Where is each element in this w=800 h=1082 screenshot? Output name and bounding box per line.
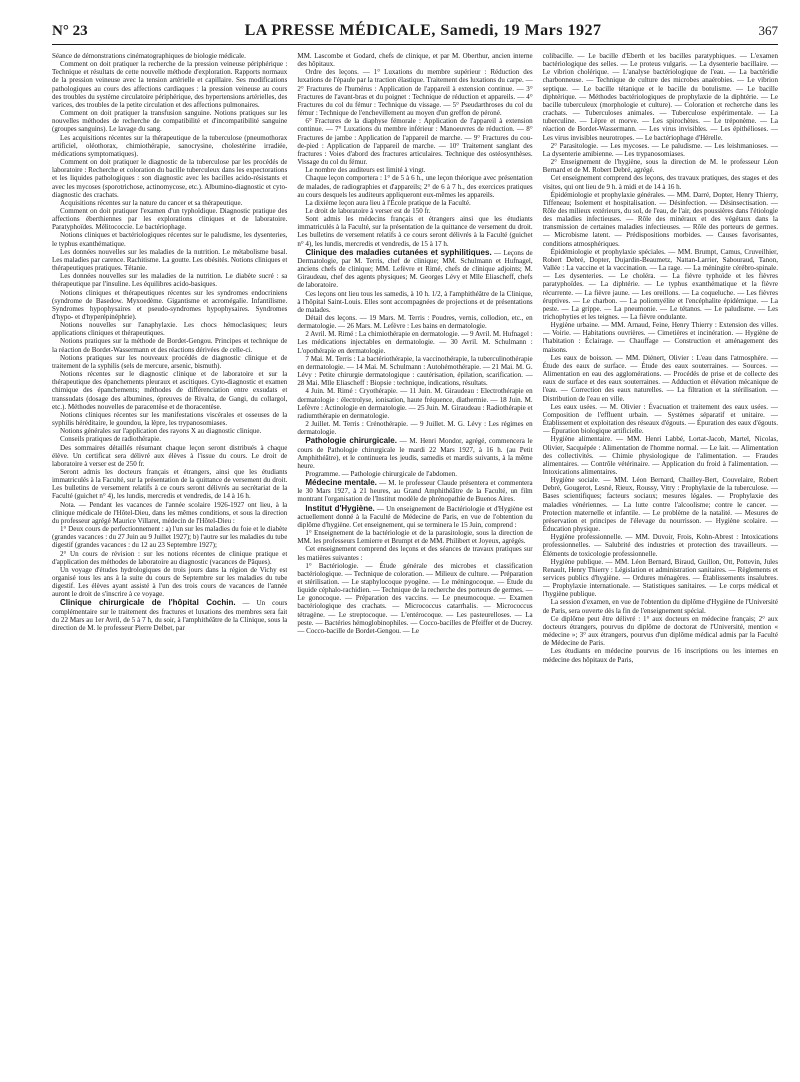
section-heading: Institut d'Hygiène. <box>305 503 375 513</box>
paragraph-text: — Un enseignement de Bactériologie et d'Hygiène est actuellement donné à la Faculté de Médecine de Paris, en vue de l'obtention du diplôme d'hygiène. Cet enseignement, qui se terminera le 15 Juin, comprend : <box>297 504 533 529</box>
page-header <box>52 22 778 45</box>
paragraph <box>52 566 287 599</box>
paragraph <box>52 444 287 468</box>
paragraph <box>297 290 532 314</box>
column-left <box>52 52 287 1070</box>
paragraph-text: Les étudiants en médecine pourvus de 16 inscriptions ou les internes en médecine des hôpitaux de Paris, <box>542 647 778 664</box>
paragraph-text: Comment on doit pratiquer l'examen d'un typhoïdique. Diagnostic pratique des affections éberthiennes par les explorations cliniques et de laboratoire. Paratyphoïdes. Mélitococcie. Le bactériophage. <box>52 206 288 232</box>
paragraph <box>543 435 778 476</box>
paragraph <box>297 529 532 545</box>
section-paragraph <box>297 504 532 529</box>
text-columns <box>52 52 778 1070</box>
paragraph-text: Comment on doit pratiquer la transfusion sanguine. Notions pratiques sur les nouvelles méthodes de recherche de compatibilité et d'incompatibilité sanguine (groupes sanguins). Le lavage du sang. <box>52 109 288 134</box>
paragraph-text: 2° Enseignement de l'hygiène, sous la direction de M. le professeur Léon Bernard et de M. Robert Debré, agrégé. <box>542 158 778 175</box>
paragraph-text: — M. le professeur Claude présentera et commentera le 30 Mars 1927, à 21 heures, au Grand Amphithéâtre de la Faculté, un film montrant l'organisation de l'Institut modèle de phrénopathie de Buenos Aires. <box>297 479 533 504</box>
section-paragraph <box>297 478 532 503</box>
paragraph <box>52 134 287 158</box>
paragraph-text: Les données nouvelles sur les maladies de la nutrition. Le métabolisme basal. Les maladies par carence. Rachitisme. La goutte. Les obésités. Notions cliniques et thérapeutiques pratiques. Tétanie. <box>52 247 288 273</box>
paragraph <box>297 545 532 561</box>
paragraph-text: Notions pratiques sur la méthode de Bordet-Gengou. Principes et technique de la réaction de Bordet-Wassermann et des réactions dérivées de celle-ci. <box>52 337 288 354</box>
paragraph <box>52 354 287 370</box>
section-heading: Clinique chirurgicale de l'hôpital Cochin. <box>60 598 236 608</box>
paragraph-text: Les données nouvelles sur les maladies de la nutrition. Le diabète sucré : sa thérapeutique par l'insuline. Les équilibres acido-basiques. <box>52 272 288 289</box>
section-heading: Pathologie chirurgicale. <box>305 436 397 446</box>
paragraph <box>52 231 287 247</box>
paragraph <box>543 158 778 174</box>
column-right <box>543 52 778 1070</box>
paragraph <box>297 68 532 117</box>
paragraph <box>52 411 287 427</box>
paragraph <box>297 117 532 166</box>
paragraph <box>52 158 287 199</box>
paragraph <box>297 166 532 174</box>
paragraph-text: 4 Juin. M. Rimé : Cryothérapie. — 11 Juin. M. Giraudeau : Electrothérapie en dermatologie : électrolyse, ionisation, haute fréquence, diathermie. — 18 Juin. M. Lefèvre : Actinologie en dermatologie. — 25 Juin. M. Giraudeau : Radiothérapie et radiumthérapie en dermatologie. <box>297 387 533 420</box>
section-paragraph <box>52 598 287 632</box>
page-number: 367 <box>758 23 778 38</box>
paragraph <box>543 533 778 557</box>
paragraph-text: Un voyage d'études hydrologiques de trois jours dans la région de Vichy est organisé tous les ans à la suite du cours de Septembre sur les maladies du tube digestif. Les élèves ayant assisté à l'un des trois cours de vacances de l'année auront le droit de s'inscrire à ce voyage. <box>52 565 288 599</box>
paragraph-text: 2 Avril. M. Rimé : La chimiothérapie en dermatologie. — 9 Avril. M. Hufnagel : Les médications injectables en dermatologie. — 30 Avril. M. Schulmann : L'opothérapie en dermatologie. <box>297 330 533 355</box>
paragraph <box>543 52 778 142</box>
paragraph <box>52 550 287 566</box>
paragraph <box>297 387 532 420</box>
paragraph <box>52 248 287 272</box>
paragraph <box>52 289 287 322</box>
paragraph <box>297 174 532 198</box>
paragraph-text: 1° Bactériologie. — Étude générale des microbes et classification bactériologique. — Technique de coloration. — Milieux de culture. — Préparation et stérilisation. — Le staphylocoque pyogène. — Le méningocoque. — Étude du liquide céphalo-rachidien. — Technique de la recherche des porteurs de germes. — Le gonocoque. — Préparation des vaccins. — Le pneumocoque. — Examen bactériologique des crachats. — Micrococcus catarrhalis. — Micrococcus tétragène. — Le streptocoque. — L'entérocoque. — Les pasteurelloses. — La peste. — Bactéries hémoglobinophiles. — Cocco-bacilles de Pfeiffer et de Ducrey. — Cocco-bacille de Bordet-Gengou. — Le <box>297 561 533 635</box>
paragraph <box>543 321 778 354</box>
paragraph <box>297 215 532 248</box>
section-paragraph <box>297 436 532 470</box>
paragraph <box>543 174 778 190</box>
paragraph-text: La session d'examen, en vue de l'obtention du diplôme d'Hygiène de l'Université de Paris, sera ouverte dès la fin de l'enseignement spécial. <box>542 598 778 615</box>
paragraph <box>52 60 287 109</box>
paragraph-text: Les eaux de boisson. — MM. Diénert, Olivier : L'eau dans l'atmosphère. — Étude des eaux de surface. — Étude des eaux souterraines. — Sources. — Alimentation en eau des agglomérations. — Procédés de prise et de collecte des eaux de surface et des eaux souterraines. — Adduction et élévation mécanique de l'eau. — Correction des eaux naturelles. — La filtration et la stérilisation. — Distribution de l'eau en ville. <box>542 353 778 403</box>
paragraph-text: 6° Fractures de la diaphyse fémorale : Application de l'appareil à extension continue. — 7° Luxations du membre inférieur : Manoeuvres de réduction. — 8° Fractures de jambe : Application de l'appareil de marche. — 9° Fractures du cou-de-pied : Application de l'appareil de marche. — 10° Traitement sanglant des fractures : Voies d'abord des fractures articulaires. Technique des ostéosynthèses. Vissage du col du fémur. <box>297 117 533 167</box>
paragraph <box>297 207 532 215</box>
paragraph-text: Notions cliniques et thérapeutiques récentes sur les syndromes endocriniens (syndrome de Basedow. Myxoedème. Gigantisme et acromégalie. Infantilisme. Syndromes hypophysaires et pseudo-syndromes hypophysaires. Syndromes d'hypo- et d'hyperépinéphrie). <box>52 288 288 321</box>
paragraph <box>52 321 287 337</box>
paragraph-text: Cet enseignement comprend des leçons, des travaux pratiques, des stages et des visites, qui ont lieu de 9 h. à midi et de 14 à 16 h. <box>542 174 778 191</box>
paragraph-text: — Leçons de Dermatologie, par M. Terris, chef de clinique; MM. Schulmann et Hufnagel, anciens chefs de clinique; MM. Lefèvre et Rimé, chefs de clinique adjoints; M. Giraudeau, chef des agents physiques; M. Georges Lévy et Mlle Eliascheff, chefs de laboratoire. <box>297 248 533 290</box>
paragraph-text: Programme. — Pathologie chirurgicale de l'abdomen. <box>305 469 457 478</box>
paragraph-text: Acquisitions récentes sur la nature du cancer et sa thérapeutique. <box>60 198 243 207</box>
paragraph-text: Hygiène publique. — MM. Léon Bernard, Biraud, Guillon, Ott, Pottevin, Jules Renault, Henry Thierry : Législation et administration sanitaires. — Règlements et services publics d'hygiène. — Ordures ménagères. — Établissements insalubres. — Prophylaxie internationale. — Statistiques sanitaires. — Le corps médical et l'hygiène publique. <box>542 557 778 599</box>
paragraph <box>297 314 532 330</box>
paragraph-text: 2 Juillet. M. Terris : Crénothérapie. — 9 Juillet. M. G. Lévy : Les régimes en dermatologie. <box>297 420 533 437</box>
paragraph <box>52 525 287 549</box>
paragraph-text: Le nombre des auditeurs est limité à vingt. <box>305 166 426 175</box>
paragraph-text: 1° Enseignement de la bactériologie et de la parasitologie, sous la direction de MM. les professeurs Lemierre et Brumpt et de MM. Philibert et Joyeux, agrégés. <box>297 529 533 546</box>
paragraph-text: Séance de démonstrations cinématographiques de biologie médicale. <box>52 52 246 60</box>
paragraph-text: Hygiène alimentaire. — MM. Henri Labbé, Lortat-Jacob, Martel, Nicolas, Olivier, Sacquépée : Alimentation de l'homme normal. — Le lait. — Alimentation des collectivités. — Chimie physiologique de l'alimentation. — Fraudes alimentaires. — Contrôle vétérinaire. — Application du froid à l'alimentation. — Intoxications alimentaires. <box>542 435 778 476</box>
paragraph-text: Nota. — Pendant les vacances de l'année scolaire 1926-1927 ont lieu, à la clinique médicale de l'Hôtel-Dieu, dans les mêmes conditions, et sous la direction du professeur agrégé Maurice Villaret, médecin de l'Hôtel-Dieu : <box>52 500 288 525</box>
paragraph-text: Hygiène professionnelle. — MM. Duvoir, Frois, Kohn-Abrest : Intoxications professionnelles. — Salubrité des industries et protection des travailleurs. — Éléments de toxicologie professionnelle. <box>542 533 778 558</box>
paragraph-text: 2° Un cours de révision : sur les notions récentes de clinique pratique et d'application des méthodes de laboratoire au diagnostic (vacances de Pâques). <box>52 549 288 566</box>
paragraph <box>297 470 532 478</box>
paragraph <box>297 199 532 207</box>
paragraph <box>543 142 778 158</box>
paragraph <box>52 199 287 207</box>
paragraph-text: Hygiène sociale. — MM. Léon Bernard, Chailley-Bert, Couvelaire, Robert Debré, Gougerot, Lesné, Rieux, Roussy, Vitry : Prophylaxie de la tuberculose. — Bases scientifiques; facteurs sociaux; mesures légales. — Prophylaxie des maladies vénériennes. — La lutte contre l'alcoolisme; contre le cancer. — Protection maternelle et infantile. — Le problème de la natalité. — Mesures de préservation et principes de l'élevage du nourrisson. — Hygiène scolaire. — Éducation physique. <box>542 476 778 534</box>
paragraph <box>297 420 532 436</box>
paragraph-text: Cet enseignement comprend des leçons et des séances de travaux pratiques sur les matières suivantes : <box>297 545 533 562</box>
paragraph <box>543 403 778 436</box>
paragraph-text: — M. Henri Mondor, agrégé, commencera le cours de Pathologie chirurgicale le mardi 22 Mars 1927, à 16 h. (au Petit Amphithéâtre), et le continuera les jeudis, samedis et mardis suivants, à la même heure. <box>297 437 533 470</box>
paragraph-text: Notions générales sur l'application des rayons X au diagnostic clinique. <box>60 427 262 436</box>
paragraph <box>52 52 287 60</box>
paragraph-text: Comment on doit pratiquer le diagnostic de la tuberculose par les procédés de laboratoire : Recherche et coloration du bacille tuberculeux dans les expectorations et les liquides pathologiques : son diagnostic avec les bacilles acido-résistants et avec les mycoses (sporotrichose, actinomycose, etc.). Albumino-diagnostic et cyto-diagnostic des crachats. <box>52 158 288 199</box>
paragraph-text: Notions pratiques sur les nouveaux procédés de diagnostic clinique et de traitement de la syphilis (sels de mercure, arsenic, bismuth). <box>52 353 288 370</box>
paragraph <box>297 562 532 635</box>
paragraph-text: Le droit de laboratoire à verser est de 150 fr. <box>305 206 431 215</box>
column-middle <box>297 52 532 1070</box>
paragraph-text: Hygiène urbaine. — MM. Arnaud, Feine, Henry Thierry : Extension des villes. — Voirie. — Habitations ouvrières. — Cimetières et incinération. — Hygiène de l'habitation : Éclairage. — Chauffage — Construction et aménagement des maisons. <box>542 321 778 354</box>
paragraph <box>297 355 532 388</box>
paragraph <box>297 52 532 68</box>
paragraph <box>52 337 287 353</box>
paragraph-text: Ces leçons ont lieu tous les samedis, à 10 h. 1/2, à l'amphithéâtre de la Clinique, à l'hôpital Saint-Louis. Elles sont accompagnées de projections et de présentations de malades. <box>297 289 533 314</box>
paragraph-text: 7 Mai. M. Terris : La bactériothérapie, la vaccinothérapie, la tuberculinothérapie en dermatologie. — 14 Mai. M. Schulmann : Autohémothérapie. — 21 Mai. M. G. Lévy : Petite chirurgie dermatologique : cautérisation, épilation, scarification. — 28 Mai. Mlle Eliascheff : Biopsie : technique, indications, résultats. <box>297 354 533 388</box>
paragraph <box>543 191 778 248</box>
paragraph <box>52 109 287 133</box>
paragraph-text: 2° Parasitologie. — Les mycoses. — Le paludisme. — Les leishmanioses. — La dysenterie amibienne. — Les trypanosomiases. <box>542 141 778 158</box>
paragraph-text: Conseils pratiques de radiothérapie. <box>60 435 161 444</box>
paragraph-text: Seront admis les docteurs français et étrangers, ainsi que les étudiants immatriculés à la Faculté, sur la présentation de la quittance de versement du droit. Les bulletins de versement relatifs à ce cours seront délivrés au secrétariat de la Faculté (guichet n° 4), les lundis, mercredis et vendredis, de 14 à 16 h. <box>52 467 288 501</box>
paragraph <box>52 207 287 231</box>
paragraph <box>52 427 287 435</box>
paragraph <box>543 647 778 663</box>
paragraph-text: Chaque leçon comportera : 1° de 5 à 6 h., une leçon théorique avec présentation de malades, de radiographies et d'appareils; 2° de 6 à 7 h., des exercices pratiques au cours desquels les auditeurs appliqueront eux-mêmes les appareils. <box>297 174 533 199</box>
paragraph <box>52 501 287 525</box>
paragraph-text: MM. Lascombe et Godard, chefs de clinique, et par M. Oberthur, ancien interne des hôpitaux. <box>297 52 533 69</box>
paragraph <box>52 370 287 411</box>
paragraph-text: Détail des leçons. — 19 Mars. M. Terris : Poudres, vernis, collodion, etc., en dermatologie. — 26 Mars. M. Lefèvre : Les bains en dermatologie. <box>297 314 533 331</box>
paragraph-text: La dixième leçon aura lieu à l'École pratique de la Faculté. <box>305 198 471 207</box>
paragraph-text: 1° Deux cours de perfectionnement : a) l'un sur les maladies du foie et le diabète (grandes vacances : du 27 Juin au 9 Juillet 1927); b) l'autre sur les maladies du tube digestif (grandes vacances : du 12 au 23 Septembre 1927); <box>52 525 288 550</box>
paragraph-text: Des sommaires détaillés résumant chaque leçon seront distribués à chaque élève. Un certificat sera délivré aux élèves à l'issue du cours. Le droit de laboratoire à verser est de 250 fr. <box>52 443 288 468</box>
newspaper-title: LA PRESSE MÉDICALE, Samedi, 19 Mars 1927 <box>244 22 602 39</box>
paragraph <box>52 468 287 501</box>
paragraph-text: Notions cliniques et bactériologiques récentes sur le paludisme, les dysenteries, le typhus exanthématique. <box>52 231 288 248</box>
paragraph-text: Les eaux usées. — M. Olivier : Évacuation et traitement des eaux usées. — Composition de l'effluent urbain. — Systèmes séparatif et unitaire. — Établissement et exploitation des réseaux d'égouts. — Épuration des eaux d'égouts. — Épuration biologique artificielle. <box>542 402 778 436</box>
paragraph <box>543 615 778 648</box>
paragraph-text: colibacille. — Le bacille d'Eberth et les bacilles paratyphiques. — L'examen bactériologique des selles. — Le proteus vulgaris. — La dysenterie bacillaire. — Le vibrion cholérique. — L'analyse bactériologique de l'eau. — La bactéridie charbonneuse. — Technique de culture des microbes anaérobies. — Le vibrion septique. — Le bacille tétanique et le bacille du botulisme. — Le bacille diphtérique. — Méthodes bactériologiques de prophylaxie de la diphtérie. — Le bacille tuberculeux (morphologie et culture). — Coloration et recherche dans les crachats. — Tuberculoses animales. — Tuberculose expérimentale. — La tuberculine. — Lèpre et morve. — Les spirochètes. — Le tréponème. — La réaction de Bordet-Wassermann. — Les virus invisibles. — Les épithélioses. — Les virus invisibles neurotropes. — Le bactériophage d'Hérelle. <box>542 52 778 142</box>
paragraph <box>543 354 778 403</box>
paragraph-text: — Un cours complémentaire sur le traitement des fractures et luxations des membres sera fait du 22 Mars au 1er Avril, de 5 à 7 h, du soir, à l'amphithéâtre de la Clinique, sous la direction de M. le professeur Pierre Delbet, par <box>52 599 288 632</box>
paragraph-text: Notions cliniques récentes sur les manifestations viscérales et osseuses de la syphilis héréditaire, le goundou, la lèpre, les trypanosomiases. <box>52 410 288 428</box>
issue-number: N° 23 <box>52 23 88 39</box>
paragraph-text: Les acquisitions récentes sur la thérapeutique de la tuberculose (pneumothorax artificiel, oléothorax, chimiothérapie, sanocrysine, cholestérine irradiée, médications symptomatiques). <box>52 133 288 158</box>
section-heading: Médecine mentale. <box>305 478 377 488</box>
paragraph <box>52 435 287 443</box>
paragraph <box>543 558 778 599</box>
section-paragraph <box>297 248 532 290</box>
paragraph <box>543 476 778 533</box>
paragraph-text: Épidémiologie et prophylaxie générales. — MM. Darré, Dopter, Henry Thierry, Tiffeneau; Isolement et hospitalisation. — Désinfection. — Désinsectisation. — Rôle des milieux extérieurs, du sol, de l'eau, de l'air, des poussières dans l'étiologie des maladies infectieuses. — Rôle des minéraux et des végétaux dans la transmission de certaines maladies infectieuses. — Rôle des porteurs de germes. — Microbisme latent. — Prédispositions morbides. — Causes favorisantes, conditions atmosphériques. <box>542 190 778 248</box>
paragraph-text: Sont admis les médecins français et étrangers ainsi que les étudiants immatriculés à la Faculté, sur la présentation de la quittance de versement du droit. Les bulletins de versement relatifs à ce cours seront délivrés à la Faculté (guichet n° 4), les lundis, mercredis et vendredis, de 15 à 17 h. <box>297 215 533 248</box>
section-heading: Clinique des maladies cutanées et syphilitiques. <box>305 247 492 257</box>
paragraph-text: Épidémiologie et prophylaxie spéciales. — MM. Brumpt, Camus, Cruveilhier, Robert Debré, Dopter, Dujardin-Beaumetz, Nattan-Larrier, Sabouraud, Tanon, Vallée : La vaccine et la vaccination. — La rage. — La méningite cérébro-spinale. — Les dysenteries. — Le choléra. — La fièvre typhoïde et les fièvres paratyphoïdes. — La diphtérie. — Le typhus exanthématique et la fièvre récurrente. — La fièvre jaune. — Les oreillons. — La coqueluche. — Les fièvres éruptives. — Le charbon. — La poliomyélite et l'encéphalite épidémique. — La peste. — La grippe. — La pneumonie. — Le tétanos. — Le paludisme. — Les trichophyties et les teignes. — La fièvre ondulante. <box>542 247 778 321</box>
paragraph <box>543 248 778 321</box>
paragraph <box>297 330 532 354</box>
paragraph-text: Ordre des leçons. — 1° Luxations du membre supérieur : Réduction des luxations de l'épaule par la traction élastique. Traitement des luxations du carpe. — 2° Fractures de l'humérus : Application de l'appareil à extension continue. — 3° Fractures de l'avant-bras et du poignet : Technique de réduction et appareils. — 4° Fractures du col du fémur : Technique du vissage. — 5° Pseudarthroses du col du fémur : Technique de l'enchevillement au moyen d'un greffon de péroné. <box>297 68 533 118</box>
paragraph-text: Comment on doit pratiquer la recherche de la pression veineuse périphérique : Technique et résultats de cette nouvelle méthode d'exploration. Rapports normaux de la pression veineuse avec la tension artérielle et capillaire. Ses modifications pathologiques au cours des affections cardiaques : la pression veineuse au cours des troubles du système circulatoire périphérique, des hypertensions artérielles, des varices, des troubles de la petite circulation et des affections pulmonaires. <box>52 60 288 109</box>
paragraph-text: Notions nouvelles sur l'anaphylaxie. Les chocs hémoclasiques; leurs applications cliniques et thérapeutiques. <box>52 321 288 338</box>
paragraph-text: Notions récentes sur le diagnostic clinique et de laboratoire et sur la thérapeutique des épanchements pleuraux et ascitiques. Cyto-diagnostic et examen chimique des épanchements; méthodes de différenciation entre exsudats et transsudats (dosage des albumines, épreuves de Rivalta, de Gangi, du collargol, etc.). Méthodes nouvelles de paracentèse et de thoracentèse. <box>52 370 288 411</box>
paragraph-text: Ce diplôme peut être délivré : 1° aux docteurs en médecine français; 2° aux docteurs étrangers, pourvus du diplôme de doctorat de l'Université, mention « médecine »; 3° aux étrangers, pourvus d'un diplôme médical admis par la Faculté de Médecine de Paris. <box>542 614 778 648</box>
paragraph <box>52 272 287 288</box>
paragraph <box>543 598 778 614</box>
